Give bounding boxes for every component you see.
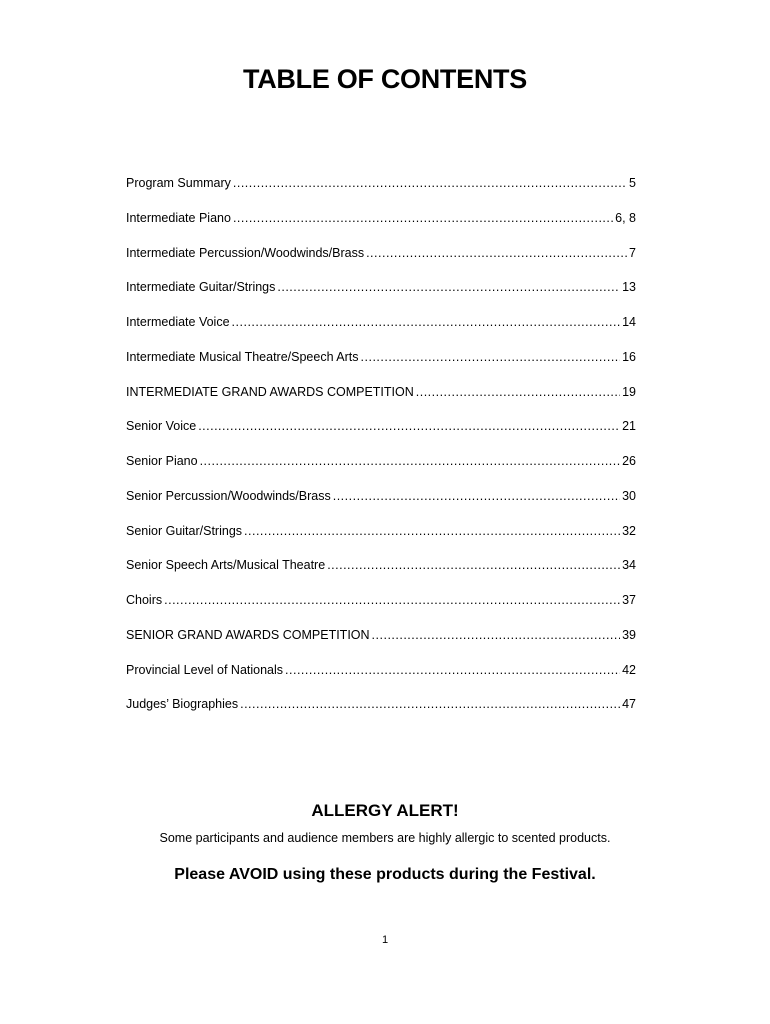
toc-entry-page: 34 <box>622 558 636 573</box>
dot-leader <box>233 176 627 190</box>
toc-entry <box>126 663 636 698</box>
toc-entry-label: Program Summary <box>126 176 231 190</box>
toc-entry-page: 32 <box>622 523 636 538</box>
dot-leader <box>198 419 620 433</box>
toc-entry <box>126 211 636 246</box>
toc-entry-page: 42 <box>622 662 636 677</box>
toc-entry <box>126 246 636 281</box>
toc-entry-page: 13 <box>622 280 636 295</box>
toc-entry-page: 19 <box>622 384 636 399</box>
toc-entry-label: Intermediate Piano <box>126 210 231 225</box>
toc-entry-label: Intermediate Voice <box>126 315 230 329</box>
toc-entry-label: INTERMEDIATE GRAND AWARDS COMPETITION <box>126 384 414 399</box>
toc-entry-label: Senior Voice <box>126 419 197 434</box>
dot-leader <box>277 280 620 294</box>
toc-entry-page: 39 <box>622 627 636 642</box>
dot-leader <box>244 524 620 538</box>
dot-leader <box>233 211 613 225</box>
toc-entry-page: 30 <box>622 488 636 503</box>
toc-entry <box>126 524 636 559</box>
allergy-warning: Please AVOID using these products during the Festival. <box>174 866 596 883</box>
toc-entry-label: Senior Guitar/Strings <box>126 523 243 538</box>
dot-leader <box>240 697 620 711</box>
table-of-contents <box>126 176 636 732</box>
dot-leader <box>333 489 620 503</box>
toc-entry-page: 7 <box>629 245 636 260</box>
toc-entry <box>126 628 636 663</box>
dot-leader <box>361 350 621 364</box>
toc-entry-label: Choirs <box>126 593 163 607</box>
dot-leader <box>164 593 620 607</box>
toc-entry-label: SENIOR GRAND AWARDS COMPETITION <box>126 627 370 642</box>
toc-entry <box>126 315 636 350</box>
toc-entry-page: 47 <box>622 697 636 712</box>
toc-entry <box>126 593 636 628</box>
page-title: TABLE OF CONTENTS <box>243 64 527 94</box>
toc-entry-page: 14 <box>622 315 636 329</box>
toc-entry-label: Senior Piano <box>126 454 198 468</box>
toc-entry <box>126 697 636 732</box>
toc-entry-label: Intermediate Percussion/Woodwinds/Brass <box>126 245 365 260</box>
toc-entry-label: Senior Speech Arts/Musical Theatre <box>126 558 326 573</box>
toc-entry-label: Senior Percussion/Woodwinds/Brass <box>126 488 331 503</box>
toc-entry-label: Intermediate Guitar/Strings <box>126 280 276 295</box>
toc-entry-page: 37 <box>622 593 636 607</box>
toc-entry <box>126 176 636 211</box>
toc-entry-page: 6, 8 <box>615 210 636 225</box>
dot-leader <box>200 454 621 468</box>
toc-entry-label: Judges’ Biographies <box>126 697 239 712</box>
toc-entry <box>126 280 636 315</box>
toc-entry <box>126 454 636 489</box>
toc-entry-page: 16 <box>622 349 636 364</box>
toc-entry-page: 21 <box>622 419 636 434</box>
allergy-alert-text: Some participants and audience members are highly allergic to scented products. <box>159 831 611 845</box>
toc-entry <box>126 489 636 524</box>
dot-leader <box>232 315 621 329</box>
toc-entry-label: Provincial Level of Nationals <box>126 662 284 677</box>
toc-entry-page: 26 <box>622 454 636 468</box>
dot-leader <box>416 385 620 399</box>
page-number: 1 <box>381 934 389 946</box>
toc-entry <box>126 350 636 385</box>
dot-leader <box>327 558 620 572</box>
toc-entry <box>126 385 636 420</box>
toc-entry <box>126 558 636 593</box>
toc-entry <box>126 419 636 454</box>
dot-leader <box>372 628 621 642</box>
allergy-alert-heading: ALLERGY ALERT! <box>311 801 459 820</box>
dot-leader <box>285 663 620 677</box>
toc-entry-label: Intermediate Musical Theatre/Speech Arts <box>126 349 359 364</box>
dot-leader <box>366 246 627 260</box>
toc-entry-page: 5 <box>629 176 636 190</box>
